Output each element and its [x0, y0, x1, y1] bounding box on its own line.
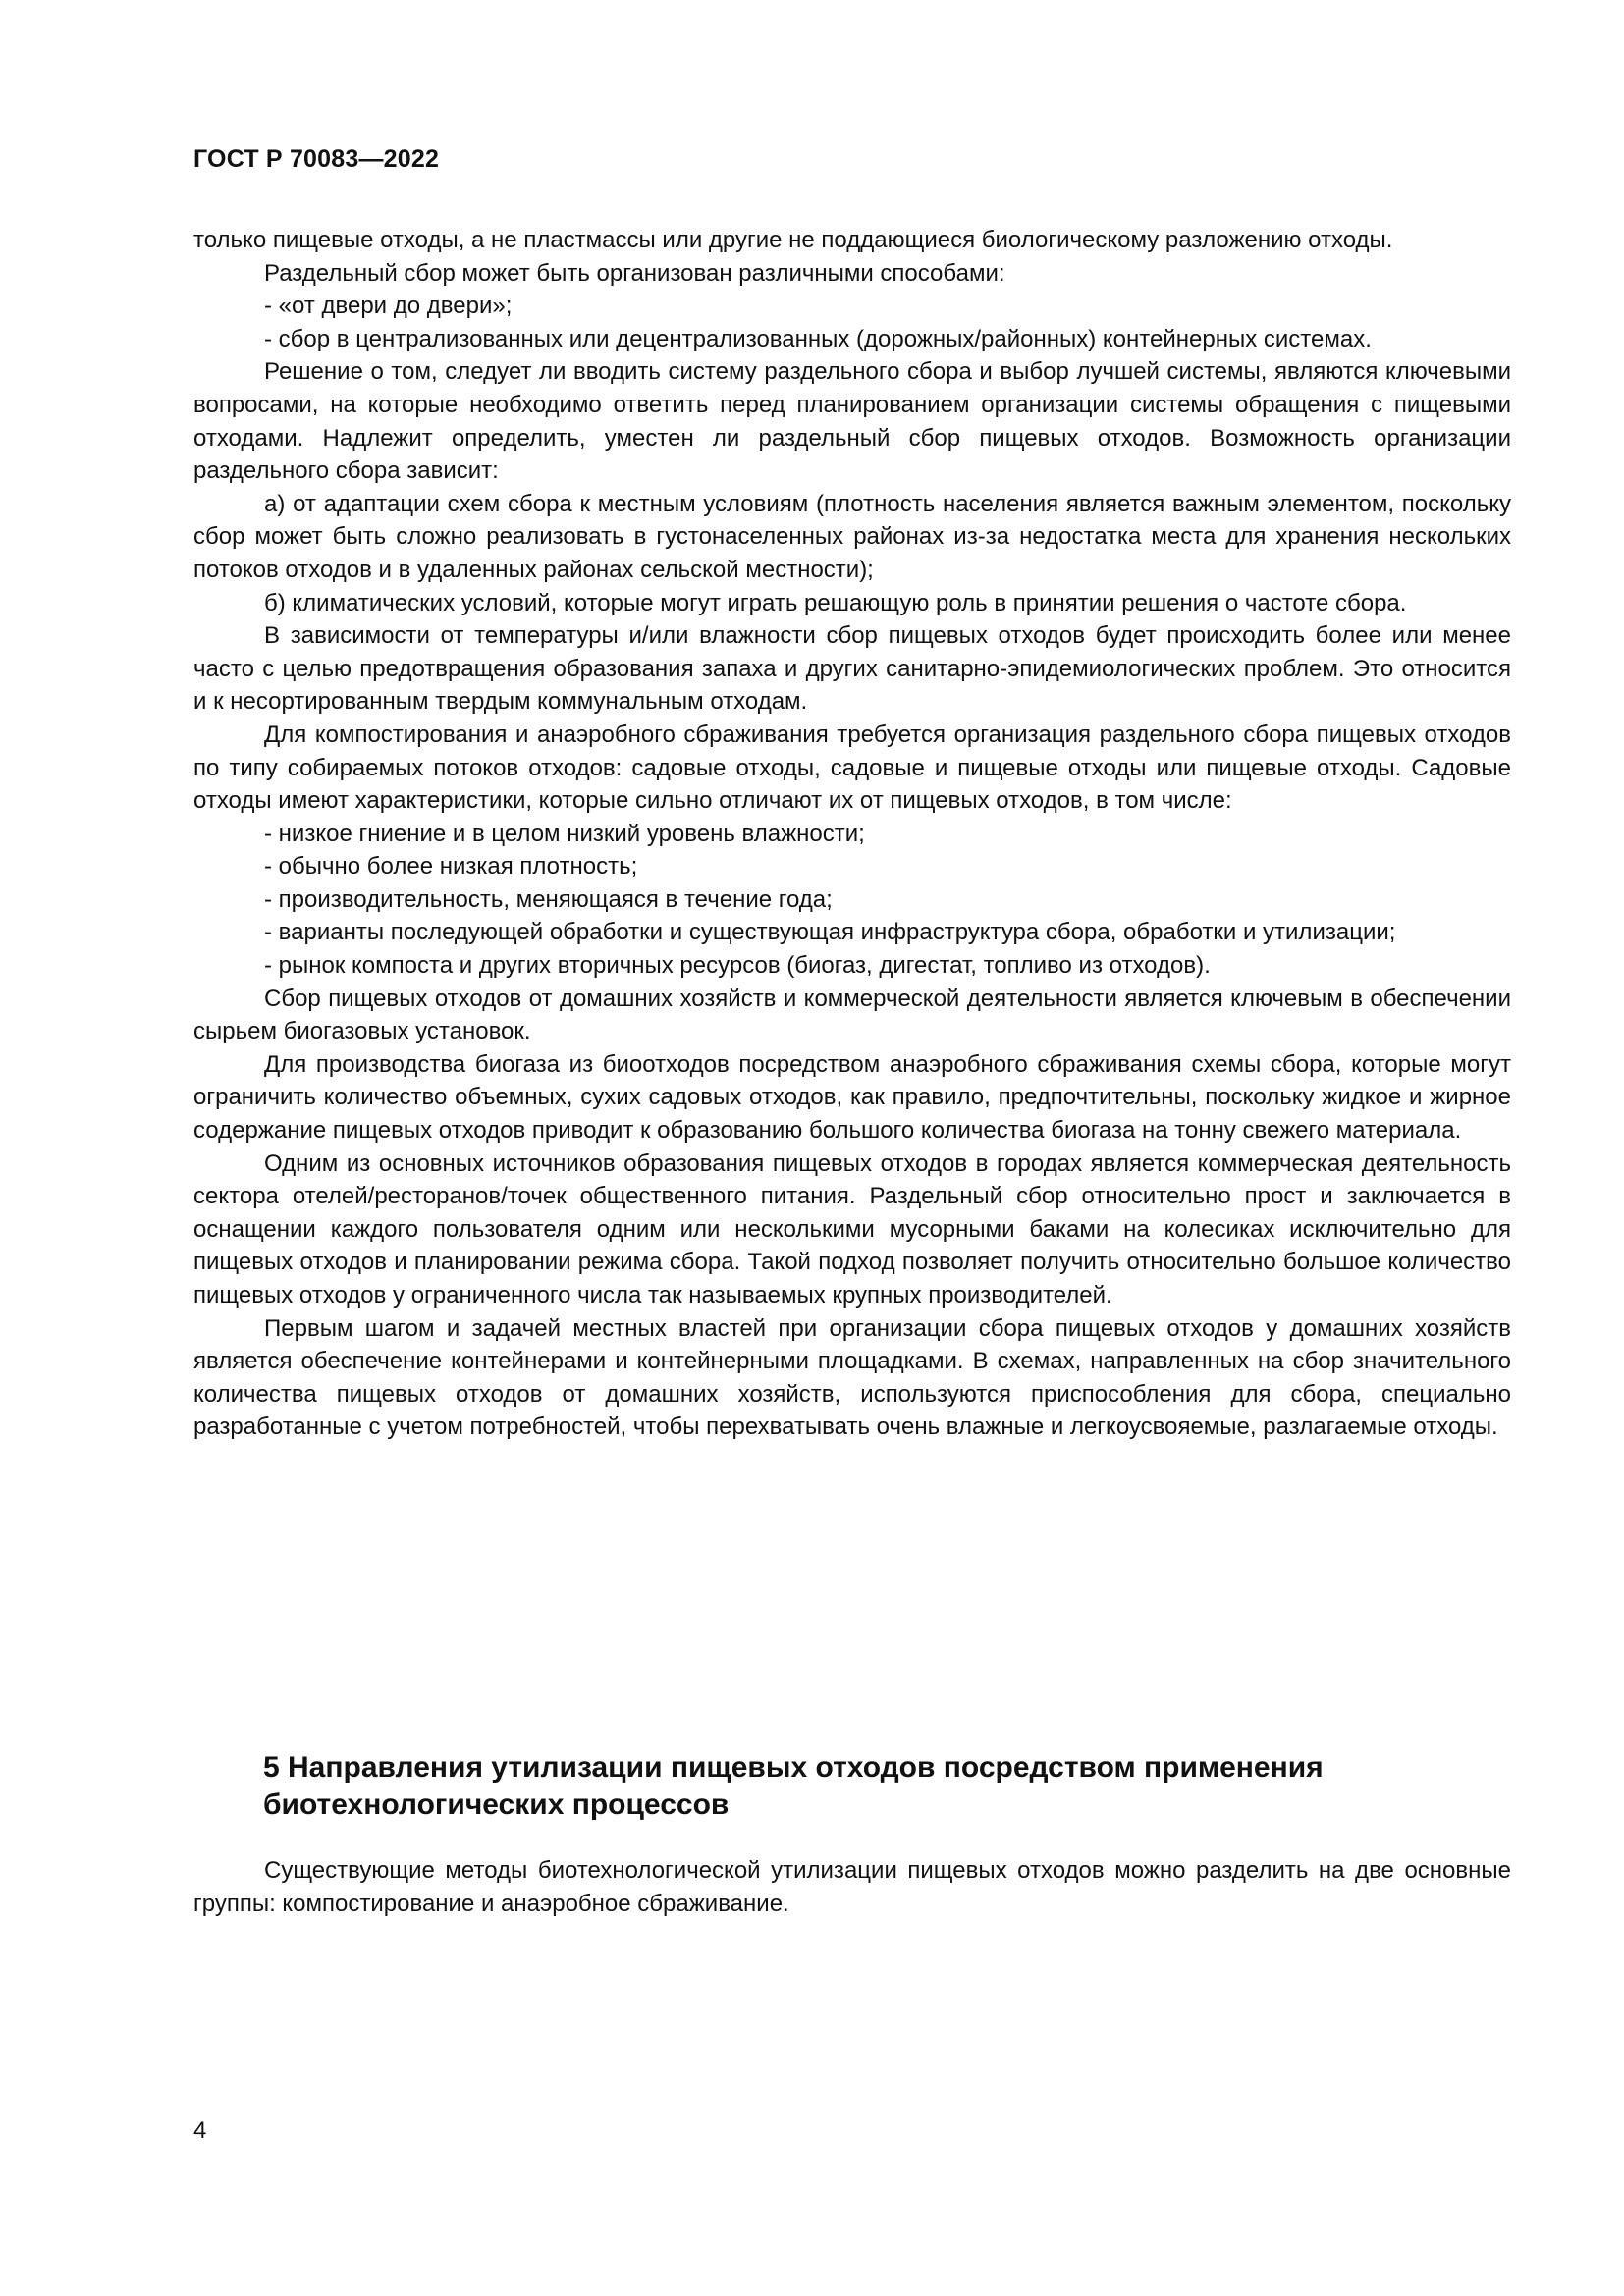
list-item: - обычно более низкая плотность;	[264, 853, 638, 881]
body-text	[193, 224, 1511, 1444]
list-item: - варианты последующей обработки и существующая инфраструктура сбора, обработки и утилизации;	[264, 919, 1396, 946]
list-item: - сбор в централизованных или децентрализованных (дорожных/районных) контейнерных системах.	[264, 325, 1372, 352]
paragraph: Для компостирования и анаэробного сбраживания требуется организация раздельного сбора пищевых отходов по типу собираемых потоков отходов: садовые отходы, садовые и пищевые отходы или пищевые отходы. Садовые отходы имеют характеристики, которые сильно отличают их от пищевых отходов, в том числе:	[193, 721, 1511, 815]
paragraph: только пищевые отходы, а не пластмассы или другие не поддающиеся биологическому разложению отходы.	[193, 227, 1393, 253]
page-number: 4	[193, 2117, 207, 2144]
paragraph: Существующие методы биотехнологической утилизации пищевых отходов можно разделить на две основные группы: компостирование и анаэробное сбраживание.	[193, 1857, 1511, 1917]
document-header: ГОСТ Р 70083—2022	[193, 145, 440, 173]
paragraph: Для производства биогаза из биоотходов посредством анаэробного сбраживания схемы сбора, которые могут ограничить количество объемных, сухих садовых отходов, как правило, предпочтительны, поскольку жидкое и жирное содержание пищевых отходов приводит к образованию большого количества биогаза на тонну свежего материала.	[193, 1050, 1511, 1145]
list-item: - «от двери до двери»;	[264, 293, 513, 320]
list-item: б) климатических условий, которые могут играть решающую роль в принятии решения о частоте сбора.	[264, 589, 1407, 616]
list-item: а) от адаптации схем сбора к местным условиям (плотность населения является важным элементом, поскольку сбор может быть сложно реализовать в густонаселенных районах из-за недостатка места для хранения нескольких потоков отходов и в удаленных районах сельской местности);	[193, 490, 1511, 583]
list-item: - производительность, меняющаяся в течение года;	[264, 885, 833, 913]
list-item: - низкое гниение и в целом низкий уровень влажности;	[264, 820, 865, 847]
paragraph: Раздельный сбор может быть организован различными способами:	[264, 259, 1005, 287]
section-heading: 5 Направления утилизации пищевых отходов посредством применения биотехнологических процессов	[263, 1751, 1324, 1821]
paragraph: Сбор пищевых отходов от домашних хозяйств и коммерческой деятельности является ключевым в обеспечении сырьем биогазовых установок.	[193, 985, 1511, 1045]
paragraph: Одним из основных источников образования пищевых отходов в городах является коммерческая деятельность сектора отелей/ресторанов/точек общественного питания. Раздельный сбор относительно прост и заключается в оснащении каждого пользователя одним или несколькими мусорными баками на колесиках исключительно для пищевых отходов и планировании режима сбора. Такой подход позволяет получить относительно большое количество пищевых отходов у ограниченного числа так называемых крупных производителей.	[193, 1149, 1511, 1308]
list-item: - рынок компоста и других вторичных ресурсов (биогаз, дигестат, топливо из отходов).	[264, 952, 1211, 980]
paragraph: Решение о том, следует ли вводить систему раздельного сбора и выбор лучшей системы, являются ключевыми вопросами, на которые необходимо ответить перед планированием организации системы обращения с пищевыми отходами. Надлежит определить, уместен ли раздельный сбор пищевых отходов. Возможность организации раздельного сбора зависит:	[193, 358, 1511, 485]
section-body	[193, 1854, 1511, 1920]
paragraph: В зависимости от температуры и/или влажности сбор пищевых отходов будет происходить более или менее часто с целью предотвращения образования запаха и других санитарно-эпидемиологических проблем. Это относится и к несортированным твердым коммунальным отходам.	[193, 622, 1511, 716]
paragraph: Первым шагом и задачей местных властей при организации сбора пищевых отходов у домашних хозяйств является обеспечение контейнерами и контейнерными площадками. В схемах, направленных на сбор значительного количества пищевых отходов от домашних хозяйств, используются приспособления для сбора, специально разработанные с учетом потребностей, чтобы перехватывать очень влажные и легкоусвояемые, разлагаемые отходы.	[193, 1314, 1511, 1441]
